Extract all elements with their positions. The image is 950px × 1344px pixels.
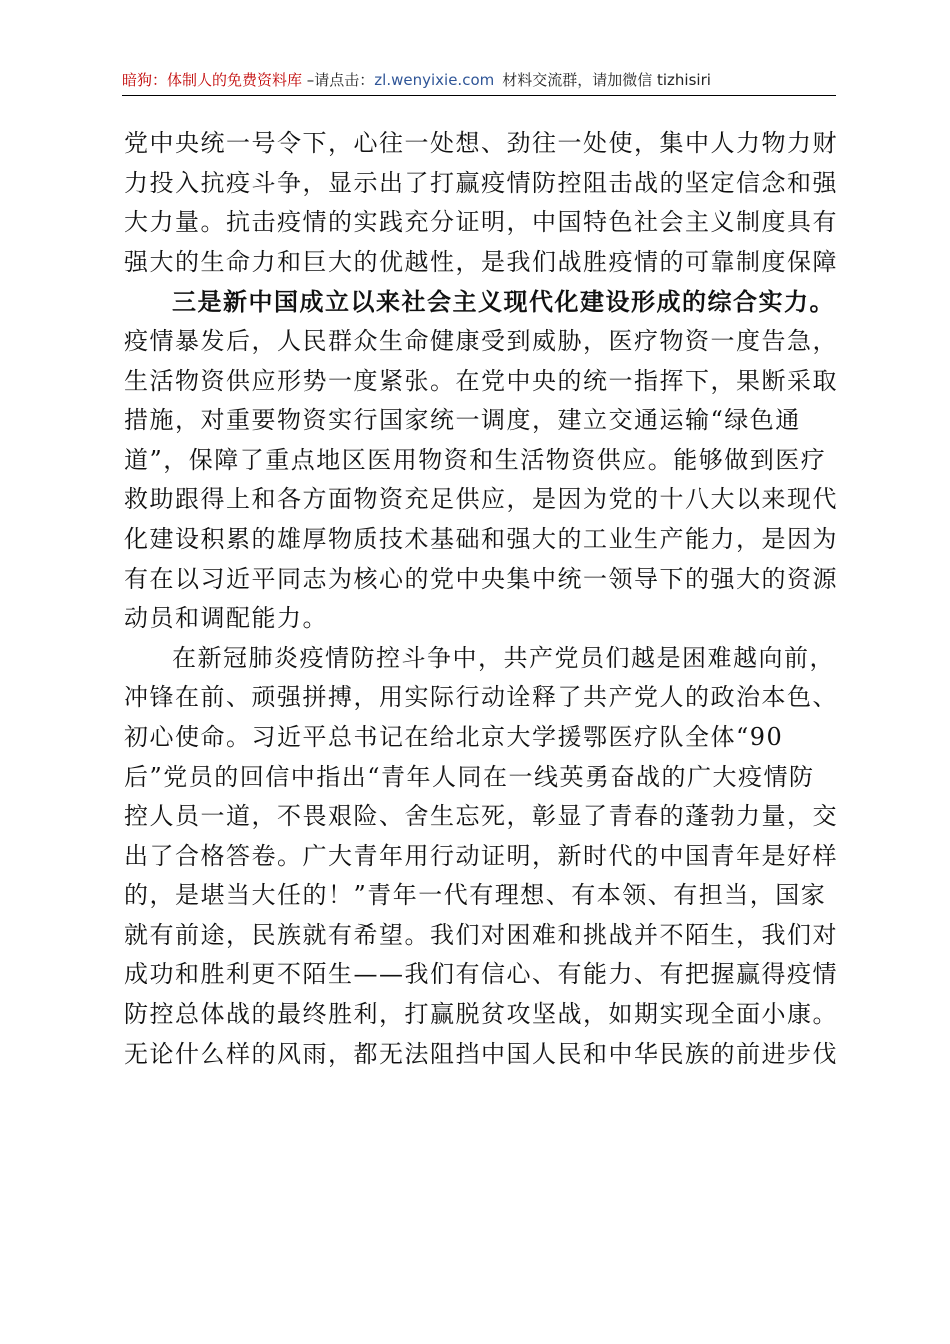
paragraph-3 (124, 639, 836, 1075)
paragraph-2 (124, 282, 836, 638)
text-line: 初心使命。习近平总书记在给北京大学援鄂医疗队全体“90 (124, 722, 784, 751)
page-header (122, 66, 837, 94)
text-line: 生活物资供应形势一度紧张。在党中央的统一指挥下，果断采取 (124, 366, 838, 395)
document-body (124, 124, 836, 1074)
text-line: 措施，对重要物资实行国家统一调度，建立交通运输“绿色通 (124, 406, 801, 435)
text-line: 疫情暴发后，人民群众生命健康受到威胁，医疗物资一度告急， (124, 326, 838, 355)
text-line: 防控总体战的最终胜利，打赢脱贫攻坚战，如期实现全面小康。 (124, 1000, 838, 1029)
text-line: 成功和胜利更不陌生——我们有信心、有能力、有把握赢得疫情 (124, 960, 838, 989)
text-line: 就有前途，民族就有希望。我们对困难和挑战并不陌生，我们对 (124, 920, 838, 949)
text-line: 后”党员的回信中指出“青年人同在一线英勇奋战的广大疫情防 (124, 762, 815, 791)
text-line: 党中央统一号令下，心往一处想、劲往一处使，集中人力物力财 (124, 129, 838, 157)
text-line: 无论什么样的风雨，都无法阻挡中国人民和中华民族的前进步伐 (124, 1039, 838, 1068)
text-line: 控人员一道，不畏艰险、舍生忘死，彰显了青春的蓬勃力量，交 (124, 802, 838, 831)
header-click-prompt: –请点击： (302, 71, 375, 89)
header-divider (122, 95, 836, 96)
text-line: 在新冠肺炎疫情防控斗争中，共产党员们越是困难越向前， (172, 643, 835, 672)
text-line: 动员和调配能力。 (124, 604, 328, 633)
text-line: 道”，保障了重点地区医用物资和生活物资供应。能够做到医疗 (124, 445, 827, 474)
text-line: 强大的生命力和巨大的优越性，是我们战胜疫情的可靠制度保障 (124, 247, 838, 276)
text-line: 力投入抗疫斗争，显示出了打赢疫情防控阻击战的坚定信念和强 (124, 168, 838, 197)
text-line: 冲锋在前、顽强拼搏，用实际行动诠释了共产党人的政治本色、 (124, 683, 838, 712)
header-contact: 材料交流群，请加微信 tizhisiri (502, 71, 711, 89)
header-brand: 暗狗：体制人的免费资料库 (122, 71, 303, 89)
header-url-link[interactable]: zl.wenyixie.com (374, 71, 495, 89)
text-line: 化建设积累的雄厚物质技术基础和强大的工业生产能力，是因为 (124, 524, 838, 553)
text-line: 的，是堪当大任的！”青年一代有理想、有本领、有担当，国家 (124, 881, 827, 910)
section-heading: 三是新中国成立以来社会主义现代化建设形成的综合实力。 (172, 287, 835, 317)
text-line: 有在以习近平同志为核心的党中央集中统一领导下的强大的资源 (124, 564, 838, 593)
paragraph-1 (124, 124, 836, 282)
text-line: 出了合格答卷。广大青年用行动证明，新时代的中国青年是好样 (124, 841, 838, 870)
text-line: 救助跟得上和各方面物资充足供应，是因为党的十八大以来现代 (124, 485, 838, 514)
text-line: 大力量。抗击疫情的实践充分证明，中国特色社会主义制度具有 (124, 208, 838, 237)
